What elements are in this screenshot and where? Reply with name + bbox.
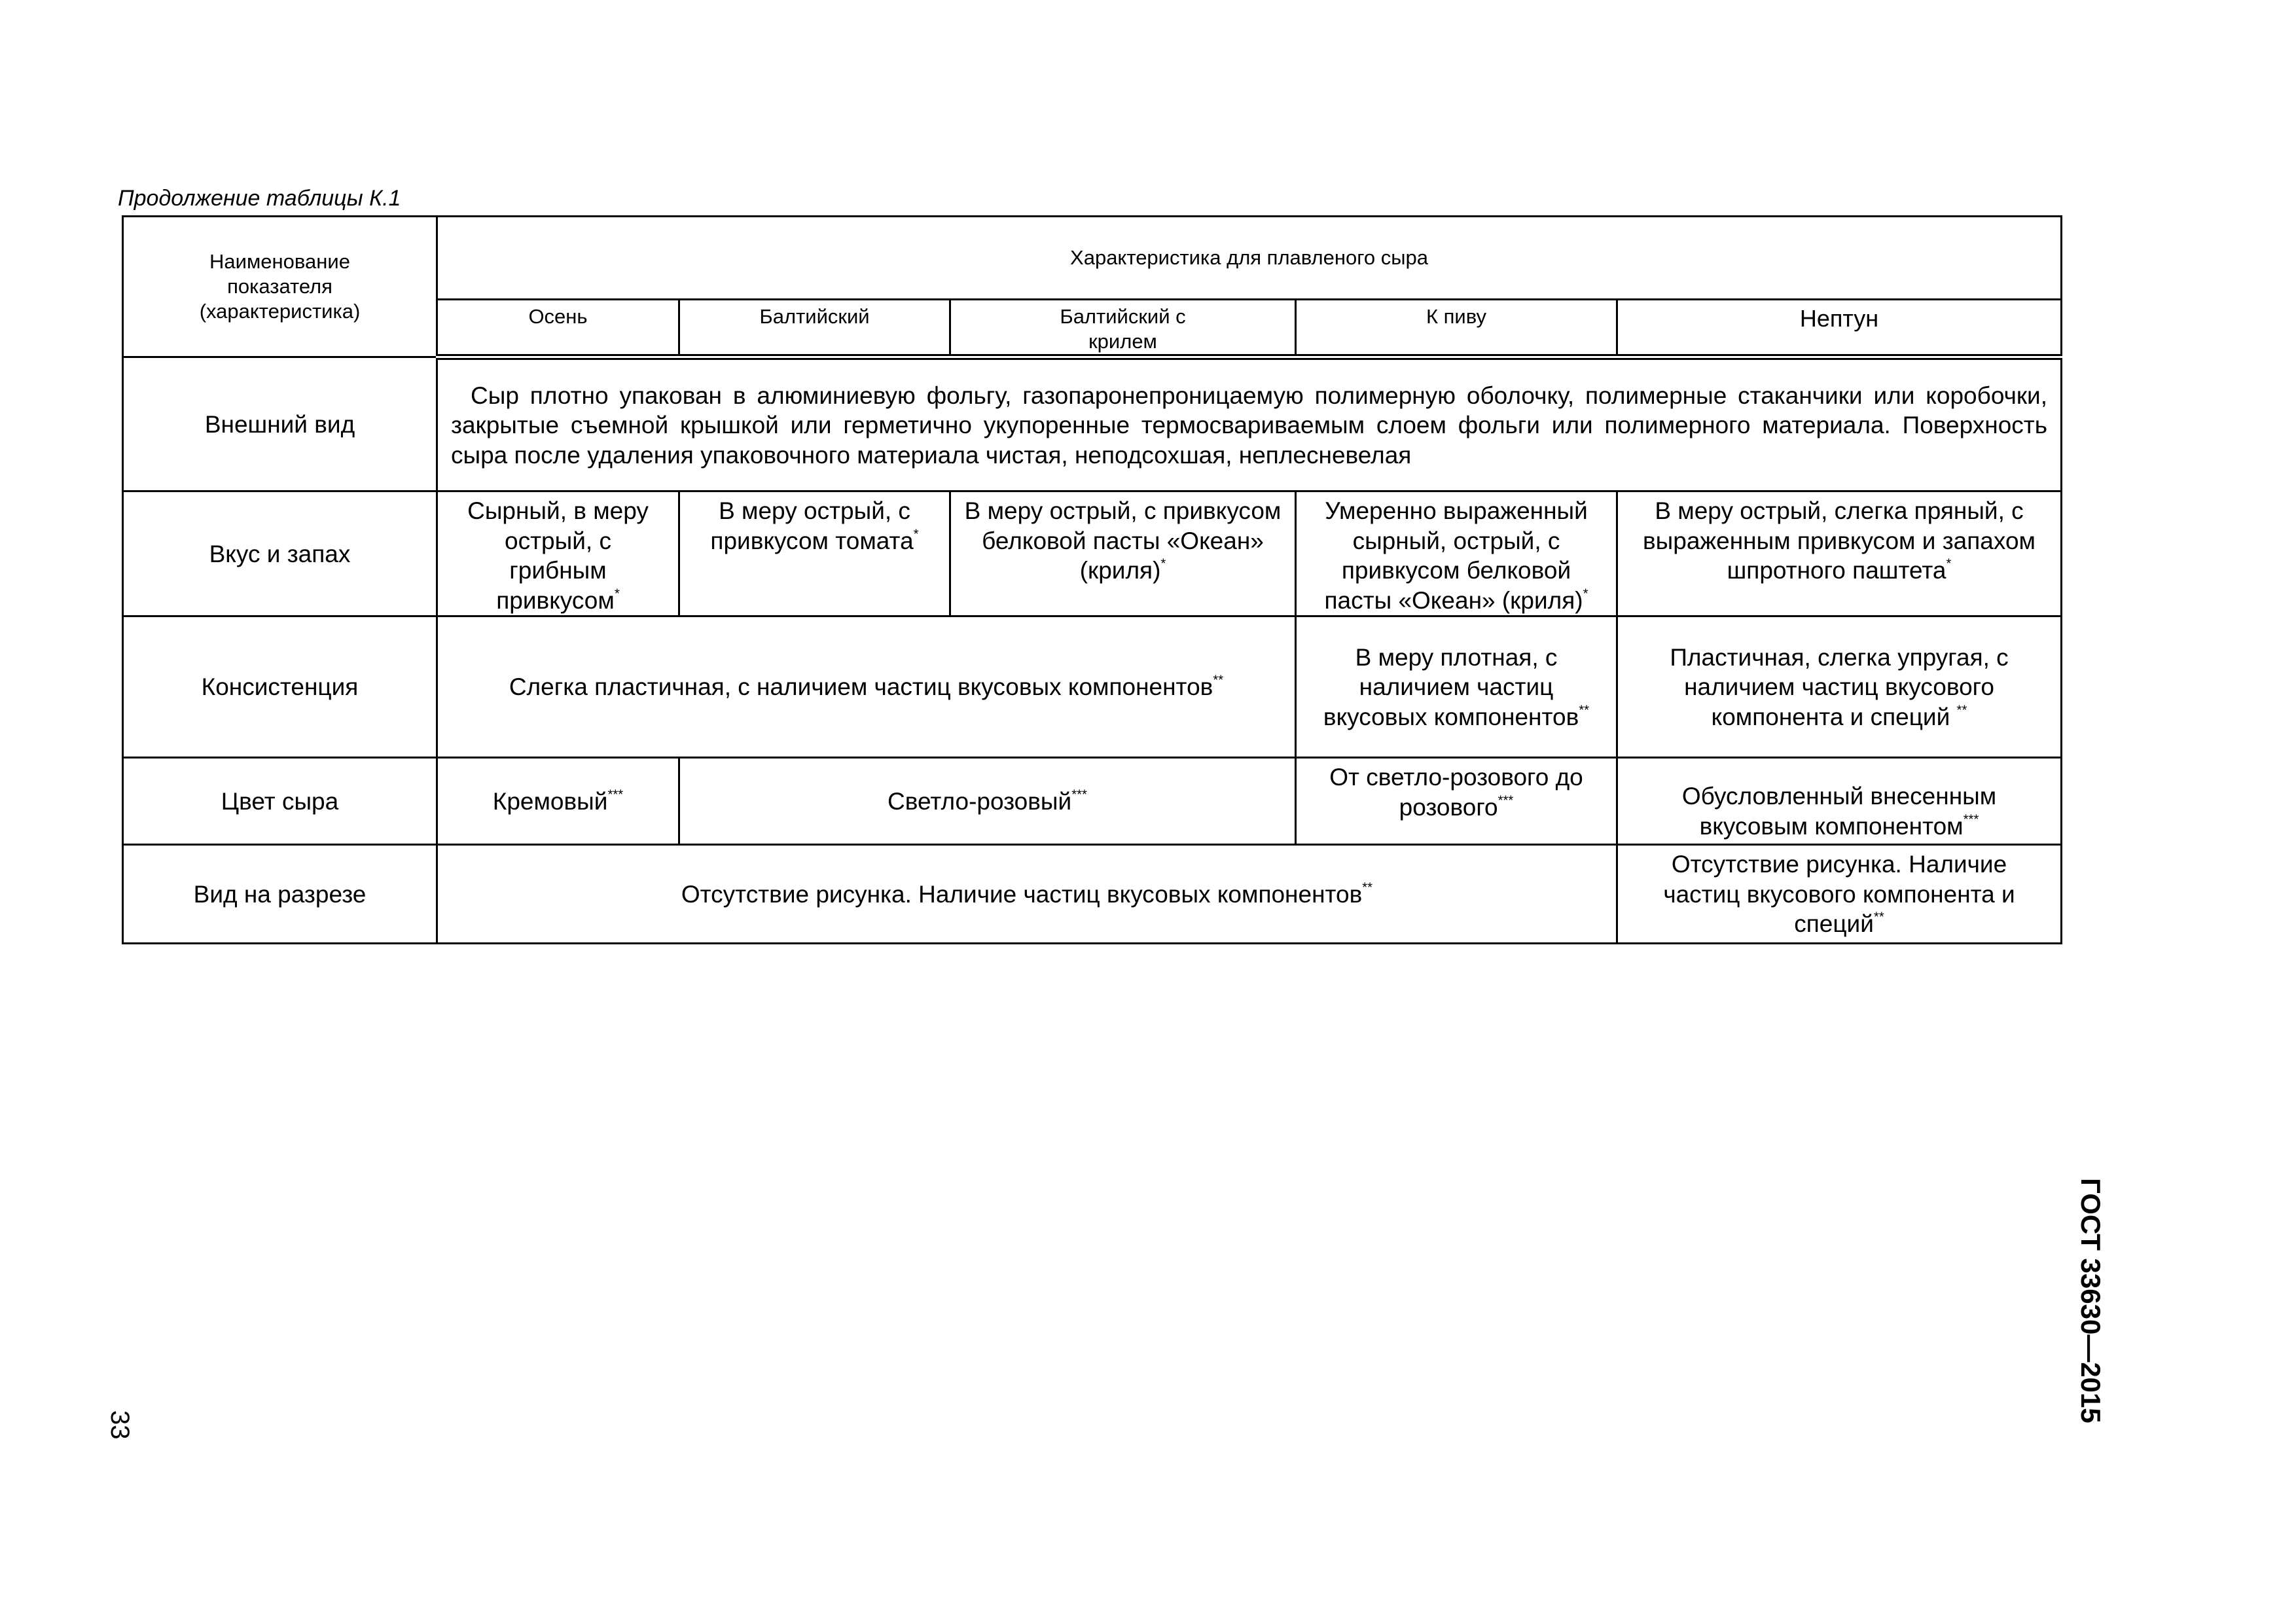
row-color	[123, 758, 2062, 845]
taste-baltic-kril: В меру острый, с привкусом белковой пасты «Океан» (криля)*	[950, 491, 1296, 616]
col-k-pivu: К пиву	[1296, 300, 1617, 357]
row-appearance	[123, 357, 2062, 491]
header-row	[123, 217, 2062, 300]
row-taste	[123, 491, 2062, 616]
standard-designation: ГОСТ 33630—2015	[2075, 1178, 2106, 1423]
consistency-neptun: Пластичная, слегка упругая, с наличием частиц вкусового компонента и специй **	[1617, 616, 2062, 758]
col-neptun: Нептун	[1617, 300, 2062, 357]
characteristics-table	[122, 215, 2062, 944]
page-number: 33	[105, 1410, 134, 1440]
taste-osen: Сырный, в меру острый, с грибным привкусом*	[437, 491, 679, 616]
label-color: Цвет сыра	[123, 758, 437, 845]
label-consistency: Консистенция	[123, 616, 437, 758]
taste-baltic: В меру острый, с привкусом томата*	[679, 491, 950, 616]
label-cut: Вид на разрезе	[123, 845, 437, 944]
taste-k-pivu: Умеренно выраженный сырный, острый, с привкусом белковой пасты «Океан» (криля)*	[1296, 491, 1617, 616]
label-taste: Вкус и запах	[123, 491, 437, 616]
color-k-pivu: От светло-розового до розового***	[1296, 758, 1617, 845]
header-group: Характеристика для плавленого сыра	[437, 217, 2062, 300]
cut-common: Отсутствие рисунка. Наличие частиц вкусовых компонентов**	[437, 845, 1617, 944]
header-indicator: Наименование показателя (характеристика)	[123, 217, 437, 357]
appearance-text: Сыр плотно упакован в алюминиевую фольгу, газопаронепроницаемую полимерную оболочку, полимерные стаканчики или коробочки, закрытые съемной крышкой или герметично укупоренные термосвариваемым слоем фольги или полимерного материала. Поверхность сыра после удаления упаковочного материала чистая, неподсохшая, неплесневелая	[437, 357, 2062, 491]
row-cut	[123, 845, 2062, 944]
cut-neptun: Отсутствие рисунка. Наличие частиц вкусового компонента и специй**	[1617, 845, 2062, 944]
row-consistency	[123, 616, 2062, 758]
col-baltic: Балтийский	[679, 300, 950, 357]
table-caption: Продолжение таблицы К.1	[118, 186, 401, 211]
color-neptun: Обусловленный внесенным вкусовым компонентом***	[1617, 758, 2062, 845]
col-osen: Осень	[437, 300, 679, 357]
color-baltic: Светло-розовый***	[679, 758, 1296, 845]
consistency-k-pivu: В меру плотная, с наличием частиц вкусовых компонентов**	[1296, 616, 1617, 758]
taste-neptun: В меру острый, слегка пряный, с выраженным привкусом и запахом шпротного паштета*	[1617, 491, 2062, 616]
col-baltic-kril: Балтийский с крилем	[950, 300, 1296, 357]
consistency-common: Слегка пластичная, с наличием частиц вкусовых компонентов**	[437, 616, 1296, 758]
color-osen: Кремовый***	[437, 758, 679, 845]
label-appearance: Внешний вид	[123, 357, 437, 491]
